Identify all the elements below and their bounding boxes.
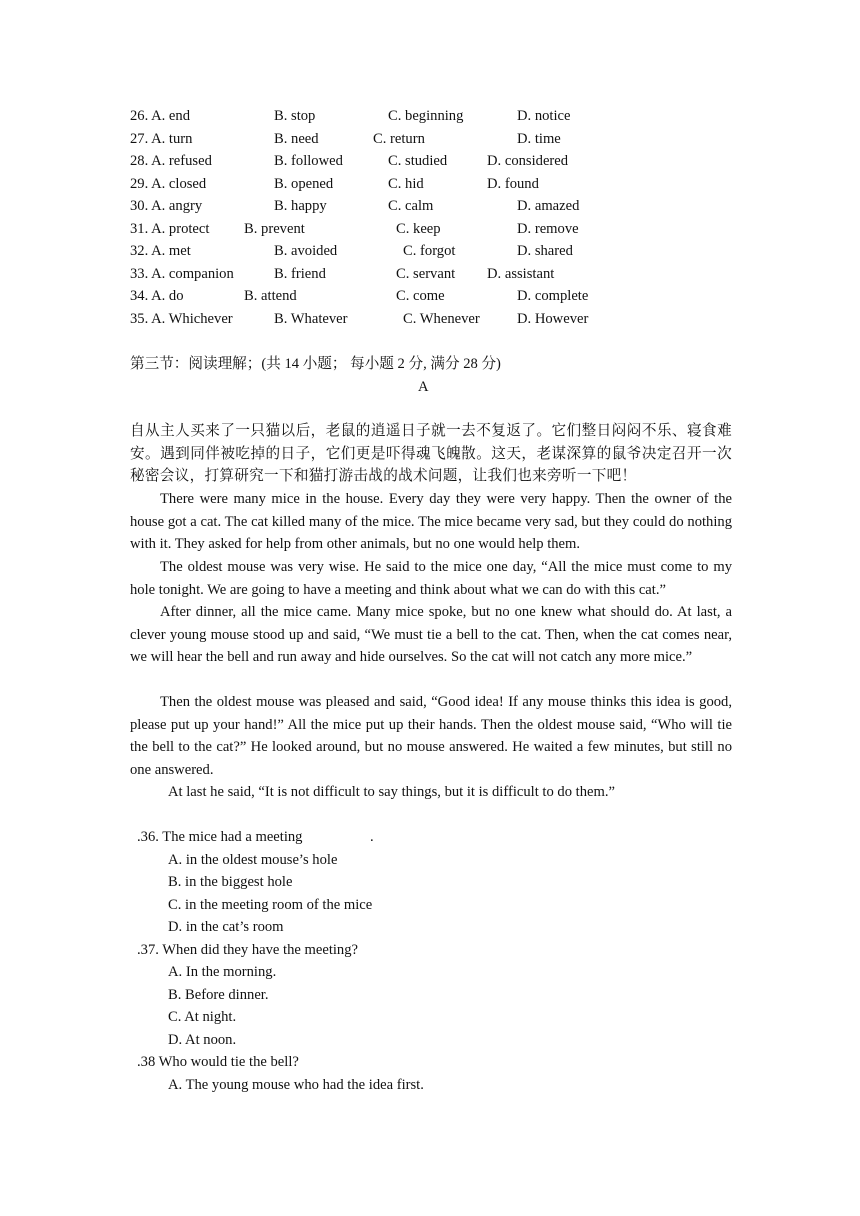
cloze-30-b: B. happy (274, 198, 327, 214)
cloze-31-a: 31. A. protect (130, 221, 210, 237)
cloze-34-b: B. attend (244, 288, 297, 304)
cloze-28-c: C. studied (388, 153, 448, 169)
cloze-27-c: C. return (373, 131, 425, 147)
passage-paragraph-2: The oldest mouse was very wise. He said to the mice one day, “All the mice must come to my hole tonight. We are going to have a meeting and think about what we can do with this cat.” (130, 559, 732, 598)
question-stem: .36. The mice had a meeting (137, 829, 303, 845)
passage-paragraph-3: After dinner, all the mice came. Many mice spoke, but no one knew what should do. At last, a clever young mouse stood up and said, “We must tie a bell to the cat. Then, when the cat comes near, we will hear the bell and run away and hide ourselves. So the cat will not catch any more mice.” (130, 604, 732, 665)
question-stem: .37. When did they have the meeting? (137, 942, 359, 958)
passage-intro-chinese: 自从主人买来了一只猫以后，老鼠的逍遥日子就一去不复返了。它们整日闷闷不乐、寝食难安。遇到同伴被吃掉的日子，它们更是吓得魂飞魄散。这天，老谋深算的鼠爷决定召开一次秘密会议，打算研究一下和猫打游击战的战术问题，让我们也来旁听一下吧！ (130, 423, 732, 484)
cloze-33-a: 33. A. companion (130, 266, 234, 282)
option-b: B. in the biggest hole (168, 874, 293, 890)
cloze-35-b: B. Whatever (274, 311, 348, 327)
cloze-28-a: 28. A. refused (130, 153, 212, 169)
cloze-30-c: C. calm (388, 198, 434, 214)
option-c: C. in the meeting room of the mice (168, 897, 373, 913)
option-a: A. in the oldest mouse’s hole (168, 852, 338, 868)
cloze-28-d: D. considered (487, 153, 569, 169)
passage-paragraph-4: Then the oldest mouse was pleased and said, “Good idea! If any mouse thinks this idea is good, please put up your hand!” All the mice put up their hands. Then the oldest mouse said, “Who will tie the bell to the cat?” He looked around, but no mouse answered. He waited a few minutes, but still no one answered. (130, 694, 732, 778)
cloze-26-d: D. notice (517, 108, 571, 124)
passage-paragraph-1: There were many mice in the house. Every day they were very happy. Then the owner of the house got a cat. The cat killed many of the mice. The mice became very sad, but they could do nothing with it. They asked for help from other animals, but no one would help them. (130, 491, 732, 552)
cloze-35-c: C. Whenever (403, 311, 480, 327)
cloze-32-c: C. forgot (403, 243, 456, 259)
cloze-29-a: 29. A. closed (130, 176, 207, 192)
passage-paragraph-5: At last he said, “It is not difficult to say things, but it is difficult to do them.” (168, 784, 615, 800)
cloze-29-c: C. hid (388, 176, 424, 192)
cloze-33-b: B. friend (274, 266, 326, 282)
cloze-27-b: B. need (274, 131, 319, 147)
question-blank-end: . (370, 829, 374, 845)
cloze-35-d: D. However (517, 311, 589, 327)
option-b: B. Before dinner. (168, 987, 269, 1003)
cloze-34-a: 34. A. do (130, 288, 184, 304)
cloze-34-c: C. come (396, 288, 445, 304)
cloze-28-b: B. followed (274, 153, 343, 169)
option-c: C. At night. (168, 1009, 237, 1025)
passage-label: A (418, 379, 429, 395)
cloze-29-d: D. found (487, 176, 539, 192)
cloze-29-b: B. opened (274, 176, 334, 192)
cloze-32-a: 32. A. met (130, 243, 191, 259)
cloze-26-b: B. stop (274, 108, 316, 124)
question-stem: .38 Who would tie the bell? (137, 1054, 299, 1070)
option-d: D. in the cat’s room (168, 919, 284, 935)
cloze-32-d: D. shared (517, 243, 573, 259)
cloze-31-d: D. remove (517, 221, 579, 237)
cloze-26-a: 26. A. end (130, 108, 190, 124)
cloze-31-c: C. keep (396, 221, 441, 237)
option-a: A. The young mouse who had the idea first. (168, 1077, 424, 1093)
cloze-35-a: 35. A. Whichever (130, 311, 233, 327)
option-a: A. In the morning. (168, 964, 277, 980)
cloze-26-c: C. beginning (388, 108, 464, 124)
cloze-31-b: B. prevent (244, 221, 305, 237)
cloze-34-d: D. complete (517, 288, 589, 304)
cloze-33-d: D. assistant (487, 266, 555, 282)
section-heading: 第三节：阅读理解；(共 14 小题； 每小题 2 分, 满分 28 分) (130, 356, 501, 372)
cloze-32-b: B. avoided (274, 243, 338, 259)
cloze-27-d: D. time (517, 131, 561, 147)
cloze-30-a: 30. A. angry (130, 198, 203, 214)
cloze-27-a: 27. A. turn (130, 131, 193, 147)
cloze-33-c: C. servant (396, 266, 456, 282)
option-d: D. At noon. (168, 1032, 237, 1048)
cloze-30-d: D. amazed (517, 198, 580, 214)
